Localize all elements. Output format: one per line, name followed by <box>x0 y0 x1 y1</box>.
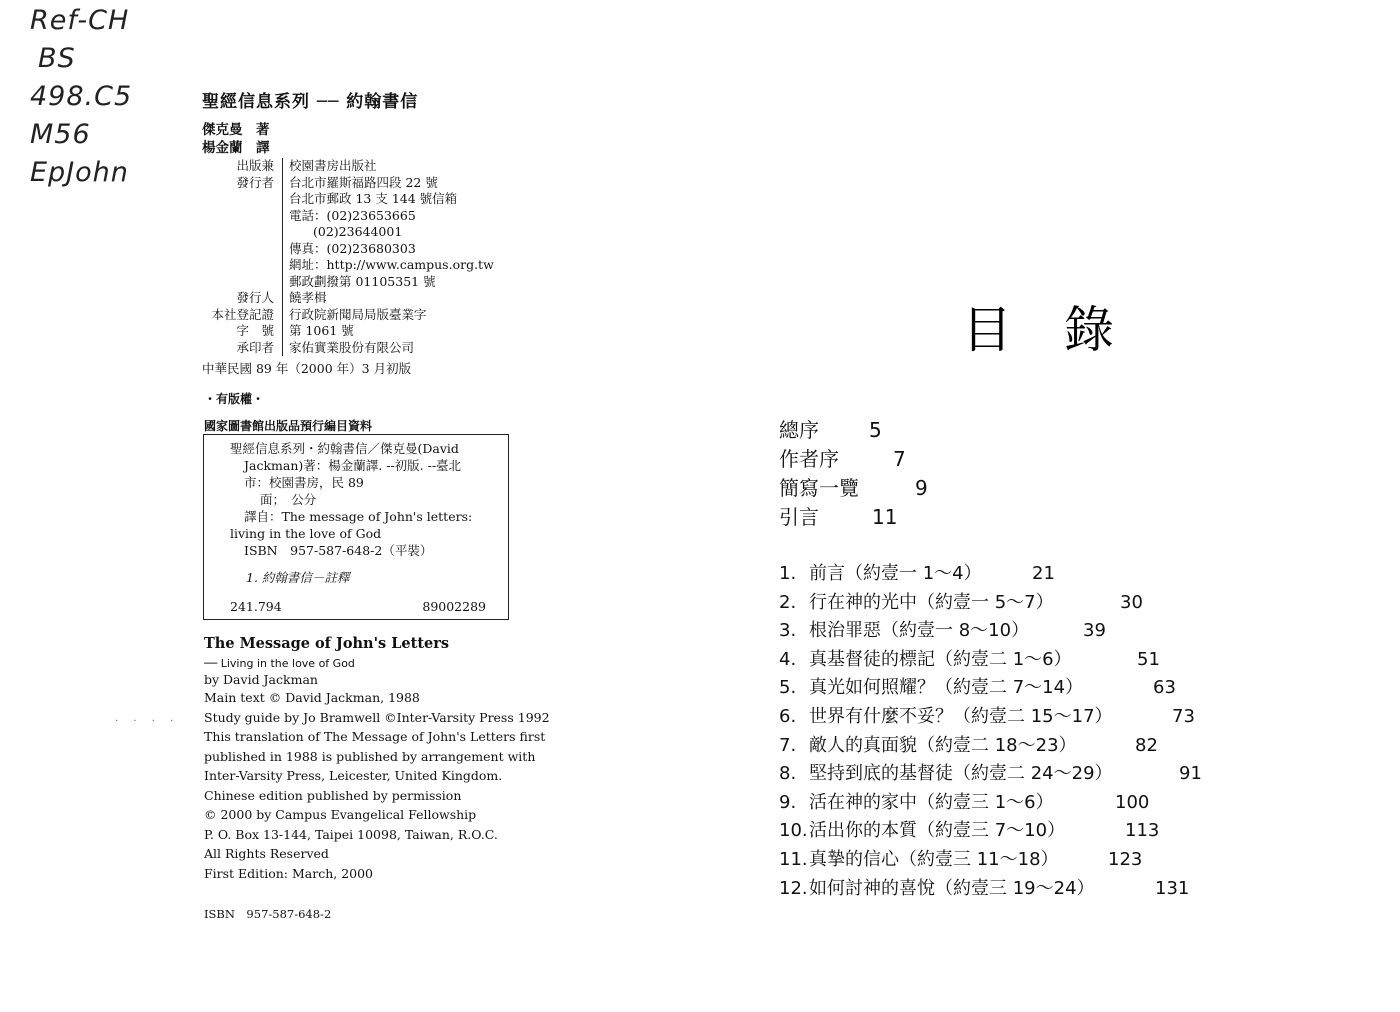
english-line: Chinese edition published by permission <box>204 787 462 803</box>
pub-row <box>200 274 530 291</box>
chapter-item <box>779 560 1113 589</box>
copyright-mark: ・有版權・ <box>204 392 265 406</box>
cip-subject: 1. 約翰書信－註釋 <box>246 570 350 585</box>
pub-value: 郵政劃撥第 01105351 號 <box>282 274 530 291</box>
cip-line: ISBN 957-587-648-2（平裝） <box>244 543 433 558</box>
handwritten-line: Ref-CH <box>30 5 130 36</box>
front-matter-title: 總序 <box>779 418 819 442</box>
pub-label: 承印者 <box>236 339 274 355</box>
english-title: The Message of John's Letters <box>204 635 450 652</box>
chapter-title: 真摯的信心（約壹三 11～18） <box>809 848 1059 870</box>
pub-value: 台北市郵政 13 支 144 號信箱 <box>282 191 530 208</box>
cip-class-number: 241.794 <box>230 599 282 614</box>
pub-row <box>200 290 530 307</box>
chapter-number: 8. <box>779 763 797 785</box>
english-line: P. O. Box 13-144, Taipei 10098, Taiwan, R.O.C. <box>204 826 498 842</box>
english-line: © 2000 by Campus Evangelical Fellowship <box>204 807 477 822</box>
chapter-title: 根治罪惡（約壹一 8～10） <box>809 620 1030 642</box>
english-line: by David Jackman <box>204 672 318 687</box>
pub-label <box>200 208 282 225</box>
pub-label <box>200 224 282 241</box>
chapter-page: 39 <box>1083 620 1106 642</box>
front-matter-list <box>779 416 928 532</box>
cip-numbers <box>230 598 486 615</box>
chapter-page: 51 <box>1137 648 1160 670</box>
english-line: All Rights Reserved <box>204 846 329 861</box>
cip-heading: 國家圖書館出版品預行編目資料 <box>204 419 373 433</box>
chapter-number: 6. <box>779 705 797 727</box>
chapter-title: 堅持到底的基督徒（約壹二 24～29） <box>809 763 1113 785</box>
cip-record-box <box>203 434 509 620</box>
chapter-number: 5. <box>779 677 797 699</box>
chapter-item <box>779 817 1160 846</box>
chapter-title: 真光如何照耀？（約壹二 7～14） <box>809 677 1084 699</box>
chapter-item <box>779 703 1195 732</box>
pub-label <box>200 274 282 291</box>
chapter-page: 91 <box>1179 763 1202 785</box>
english-subtitle: ── Living in the love of God <box>204 657 355 670</box>
cip-line: living in the love of God <box>230 526 382 541</box>
pub-value: 傳真：(02)23680303 <box>282 241 530 258</box>
english-line: This translation of The Message of John's Letters first <box>204 729 546 744</box>
pub-value: 饒孝楫 <box>282 290 530 307</box>
pub-row <box>200 208 530 225</box>
chapter-title: 活在神的家中（約壹三 1～6） <box>809 791 1054 813</box>
pub-row <box>200 340 530 357</box>
front-matter-title: 作者序 <box>779 447 839 471</box>
pub-value: 第 1061 號 <box>282 323 530 340</box>
chapter-item <box>779 732 1158 761</box>
chapter-item <box>779 760 1202 789</box>
handwritten-line: BS <box>38 43 76 74</box>
front-matter-page: 11 <box>872 505 898 529</box>
pub-value: (02)23644001 <box>282 224 530 241</box>
chapter-page: 73 <box>1172 705 1195 727</box>
pub-row <box>200 158 530 175</box>
front-matter-item <box>779 445 906 474</box>
front-matter-page: 7 <box>893 447 906 471</box>
pub-value: 電話：(02)23653665 <box>282 208 530 225</box>
chapter-title: 如何討神的喜悅（約壹三 19～24） <box>809 877 1095 899</box>
handwritten-call-number <box>30 2 132 192</box>
chapter-number: 9. <box>779 791 797 813</box>
chapter-item <box>779 589 1143 618</box>
cip-line: 面； 公分 <box>260 492 317 507</box>
pub-label <box>200 191 282 208</box>
chapter-number: 2. <box>779 591 797 613</box>
chapter-number: 11. <box>779 848 808 870</box>
cip-line: 聖經信息系列・約翰書信／傑克曼(David <box>230 441 459 456</box>
chapter-item <box>779 646 1160 675</box>
pub-value: 網址：http://www.campus.org.tw <box>282 257 530 274</box>
english-line: Inter-Varsity Press, Leicester, United Kingdom. <box>204 768 503 783</box>
chapter-page: 21 <box>1032 563 1055 584</box>
chapter-number: 4. <box>779 648 797 670</box>
chapter-item <box>779 875 1190 904</box>
pub-label: 本社登記證 <box>211 306 274 322</box>
pub-row <box>200 241 530 258</box>
chapter-title: 世界有什麼不妥？（約壹二 15～17） <box>809 705 1113 727</box>
chapter-number: 12. <box>779 877 808 899</box>
chapter-page: 131 <box>1155 877 1190 899</box>
publication-info-table <box>200 158 530 356</box>
series-title: 聖經信息系列 ── 約翰書信 <box>202 92 419 112</box>
pub-row <box>200 323 530 340</box>
english-line: Main text © David Jackman, 1988 <box>204 690 420 705</box>
pub-row <box>200 191 530 208</box>
chapter-title: 活出你的本質（約壹三 7～10） <box>809 820 1066 842</box>
cip-line: Jackman)著：楊金蘭譯. --初版. --臺北 <box>244 458 462 473</box>
toc-title: 目錄 <box>962 301 1166 359</box>
chapter-title: 前言（約壹一 1～4） <box>809 563 982 584</box>
pub-label: 發行者 <box>236 174 274 190</box>
handwritten-line: 498.C5 <box>30 81 133 112</box>
english-line: published in 1988 is published by arrangement with <box>204 748 536 764</box>
front-matter-title: 簡寫一覽 <box>779 476 859 500</box>
english-credits <box>204 656 550 883</box>
pub-value: 校園書房出版社 <box>282 158 530 175</box>
pub-label <box>200 257 282 274</box>
chapter-number: 10. <box>779 820 808 842</box>
scan-speckles: · · · · <box>115 716 180 727</box>
front-matter-page: 5 <box>869 418 882 442</box>
pub-label: 發行人 <box>236 290 274 305</box>
pub-value: 行政院新聞局局版臺業字 <box>282 307 530 324</box>
pub-row <box>200 224 530 241</box>
author-line: 傑克曼 著 <box>202 122 270 138</box>
front-matter-title: 引言 <box>779 505 819 529</box>
chapter-title: 真基督徒的標記（約壹二 1～6） <box>809 648 1072 670</box>
edition-line: 中華民國 89 年（2000 年）3 月初版 <box>202 361 412 376</box>
chapter-title: 行在神的光中（約壹一 5～7） <box>809 591 1054 613</box>
pub-value: 家佑實業股份有限公司 <box>282 340 530 357</box>
cip-line: 市：校園書房，民 89 <box>244 475 364 490</box>
chapter-page: 123 <box>1108 848 1143 870</box>
front-matter-item <box>779 416 882 445</box>
chapter-item <box>779 617 1113 646</box>
pub-row <box>200 175 530 192</box>
chapter-item <box>779 674 1176 703</box>
chapter-number: 7. <box>779 734 797 756</box>
pub-label: 出版兼 <box>236 158 274 173</box>
translator-line: 楊金蘭 譯 <box>202 140 270 156</box>
english-line: Study guide by Jo Bramwell ©Inter-Varsity Press 1992 <box>204 709 550 725</box>
credits <box>202 121 270 157</box>
handwritten-line: M56 <box>30 119 91 150</box>
chapter-page: 100 <box>1115 791 1150 813</box>
chapter-number: 1. <box>779 563 797 584</box>
pub-row <box>200 257 530 274</box>
chapter-list <box>779 560 1202 903</box>
pub-value: 台北市羅斯福路四段 22 號 <box>282 175 530 192</box>
chapter-page: 63 <box>1153 677 1176 699</box>
chapter-number: 3. <box>779 620 797 642</box>
front-matter-item <box>779 503 898 532</box>
pub-label <box>200 241 282 258</box>
front-matter-item <box>779 474 928 503</box>
chapter-item <box>779 789 1150 818</box>
pub-label: 字 號 <box>236 323 274 338</box>
chapter-page: 113 <box>1125 820 1160 842</box>
english-line: First Edition: March, 2000 <box>204 865 374 881</box>
chapter-page: 30 <box>1120 591 1143 613</box>
chapter-page: 82 <box>1135 734 1158 756</box>
front-matter-page: 9 <box>915 476 928 500</box>
isbn: ISBN 957-587-648-2 <box>204 907 332 921</box>
cip-record-number: 89002289 <box>422 599 486 614</box>
cip-line: 譯自：The message of John's letters: <box>244 509 473 524</box>
handwritten-line: EpJohn <box>30 157 129 188</box>
chapter-title: 敵人的真面貌（約壹二 18～23） <box>809 734 1077 756</box>
chapter-item <box>779 846 1143 875</box>
pub-row <box>200 307 530 324</box>
